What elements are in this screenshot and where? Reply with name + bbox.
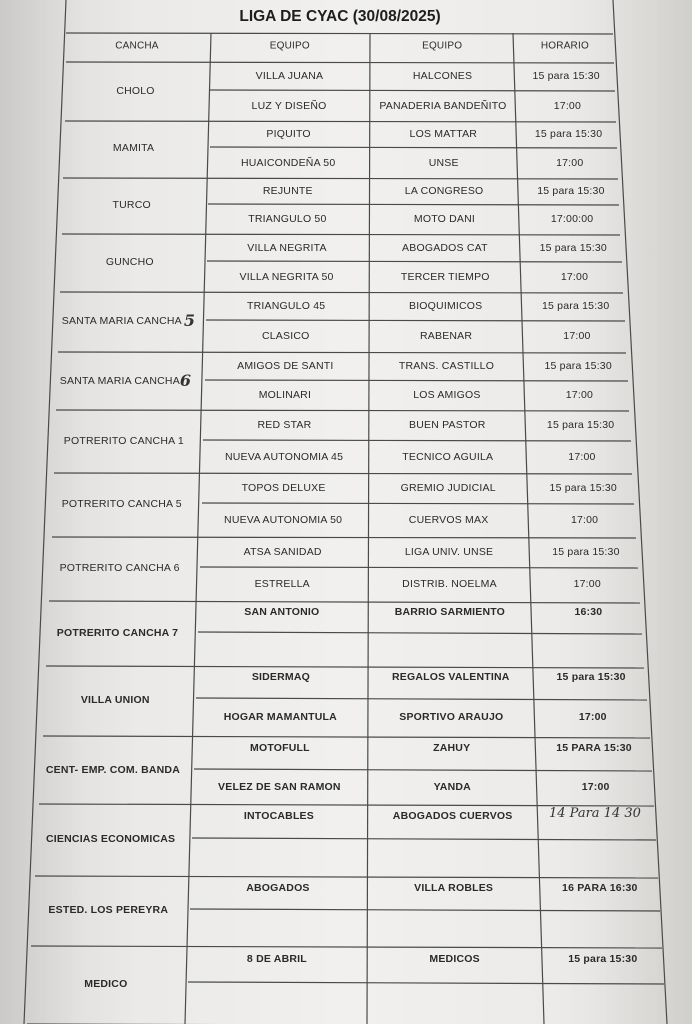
match-time: 15 para 15:30 xyxy=(552,546,620,558)
row-divider xyxy=(66,62,614,63)
team-2: RABENAR xyxy=(420,330,473,342)
cancha-name: POTRERITO CANCHA 5 xyxy=(61,498,182,510)
page-title: LIGA DE CYAC (30/08/2025) xyxy=(239,8,441,25)
team-1: SIDERMAQ xyxy=(251,671,310,683)
cancha-name: SANTA MARIA CANCHA xyxy=(61,315,182,327)
match-time: 15 para 15:30 xyxy=(532,70,600,82)
row-divider xyxy=(54,473,632,474)
team-1: TRIANGULO 45 xyxy=(247,300,326,312)
team-1: VILLA JUANA xyxy=(255,70,324,82)
team-2: DISTRIB. NOELMA xyxy=(402,578,497,590)
match-time: 15 para 15:30 xyxy=(546,419,615,431)
team-2: LIGA UNIV. UNSE xyxy=(404,546,494,558)
row-divider xyxy=(190,909,660,911)
match-time: 15 para 15:30 xyxy=(534,128,603,140)
team-1: MOLINARI xyxy=(258,389,312,401)
team-2: MOTO DANI xyxy=(413,213,476,225)
team-1: HUAICONDEÑA 50 xyxy=(240,156,336,169)
cancha-name: POTRERITO CANCHA 7 xyxy=(56,626,179,639)
row-divider xyxy=(46,666,644,668)
team-2: REGALOS VALENTINA xyxy=(391,671,510,683)
row-divider xyxy=(62,234,620,235)
row-divider xyxy=(194,769,652,771)
row-divider xyxy=(63,178,618,179)
row-divider xyxy=(203,440,631,441)
column-header: CANCHA xyxy=(115,40,159,52)
match-time: 15 para 15:30 xyxy=(556,671,626,683)
match-time: 15 para 15:30 xyxy=(549,482,617,494)
team-1: VILLA NEGRITA 50 xyxy=(239,270,334,283)
team-1: PIQUITO xyxy=(266,128,311,140)
column-header: EQUIPO xyxy=(269,40,310,52)
team-2: BARRIO SARMIENTO xyxy=(394,605,506,618)
row-divider xyxy=(60,292,623,293)
match-time: 17:00 xyxy=(570,514,599,526)
team-1: TOPOS DELUXE xyxy=(241,482,326,494)
row-divider xyxy=(200,567,638,568)
team-1: ESTRELLA xyxy=(254,578,310,590)
column-divider xyxy=(613,0,667,1024)
team-2: BIOQUIMICOS xyxy=(408,300,483,312)
team-1: CLASICO xyxy=(261,330,310,342)
row-divider xyxy=(196,698,647,700)
team-1: VILLA NEGRITA xyxy=(247,241,327,254)
match-time: 17:00:00 xyxy=(550,213,594,225)
cancha-name: ESTED. LOS PEREYRA xyxy=(48,904,169,916)
team-2: SPORTIVO ARAUJO xyxy=(399,711,504,723)
team-1: 8 DE ABRIL xyxy=(246,953,307,965)
cancha-name: VILLA UNION xyxy=(80,693,150,706)
team-1: ABOGADOS xyxy=(246,881,310,894)
row-divider xyxy=(210,90,615,91)
match-time: 16:30 xyxy=(574,605,603,618)
team-2: LOS AMIGOS xyxy=(413,389,481,401)
row-divider xyxy=(210,147,617,148)
team-2: CUERVOS MAX xyxy=(408,514,489,526)
match-time: 17:00 xyxy=(568,450,596,463)
row-divider xyxy=(192,838,656,840)
match-time: 17:00 xyxy=(581,780,610,793)
column-header: HORARIO xyxy=(540,40,589,52)
team-2: PANADERIA BANDEÑITO xyxy=(379,99,507,112)
team-2: ZAHUY xyxy=(433,741,471,754)
row-divider xyxy=(207,261,622,262)
team-2: YANDA xyxy=(433,780,471,793)
team-2: LOS MATTAR xyxy=(409,128,478,140)
team-2: ABOGADOS CAT xyxy=(402,241,488,254)
team-2: VILLA ROBLES xyxy=(414,881,494,894)
team-1: INTOCABLES xyxy=(243,810,314,822)
cancha-name: TURCO xyxy=(112,199,151,211)
handwritten-field-number: 5 xyxy=(183,311,195,330)
match-time: 17:00 xyxy=(553,99,582,112)
team-1: LUZ Y DISEÑO xyxy=(251,99,327,112)
row-divider xyxy=(66,33,613,34)
match-time: 15 para 15:30 xyxy=(537,185,605,197)
match-time: 17:00 xyxy=(565,389,594,401)
team-1: ATSA SANIDAD xyxy=(243,546,322,558)
row-divider xyxy=(206,320,625,321)
cancha-name: MEDICO xyxy=(84,977,128,990)
row-divider xyxy=(52,537,636,538)
match-time: 16 PARA 16:30 xyxy=(562,881,638,894)
cancha-name: POTRERITO CANCHA 1 xyxy=(63,434,184,447)
team-2: GREMIO JUDICIAL xyxy=(400,482,496,494)
row-divider xyxy=(205,380,628,381)
cancha-name: SANTA MARIA CANCHA xyxy=(59,374,180,387)
column-divider xyxy=(24,0,66,1024)
row-divider xyxy=(43,736,650,738)
team-2: TERCER TIEMPO xyxy=(400,270,490,283)
cancha-name: CIENCIAS ECONOMICAS xyxy=(46,833,176,845)
team-2: TECNICO AGUILA xyxy=(402,450,494,463)
team-1: REJUNTE xyxy=(262,185,313,197)
cancha-name: GUNCHO xyxy=(105,256,154,268)
team-1: MOTOFULL xyxy=(250,741,310,754)
match-time: 17:00 xyxy=(556,156,584,169)
column-divider xyxy=(185,33,211,1024)
match-time: 15 PARA 15:30 xyxy=(556,741,632,754)
row-divider xyxy=(208,204,619,205)
handwritten-match-time: 14 Para 14 30 xyxy=(549,806,641,821)
team-2: MEDICOS xyxy=(429,953,480,965)
cancha-name: MAMITA xyxy=(112,142,155,155)
match-time: 17:00 xyxy=(578,711,607,723)
row-divider xyxy=(35,876,658,878)
row-divider xyxy=(58,352,626,353)
team-2: UNSE xyxy=(428,156,459,169)
cancha-name: POTRERITO CANCHA 6 xyxy=(59,562,180,574)
match-time: 15 para 15:30 xyxy=(544,360,612,372)
row-divider xyxy=(31,946,662,948)
team-1: NUEVA AUTONOMIA 50 xyxy=(224,514,343,526)
team-1: SAN ANTONIO xyxy=(244,605,320,618)
team-1: HOGAR MAMANTULA xyxy=(223,711,337,723)
row-divider xyxy=(202,503,634,504)
match-time: 15 para 15:30 xyxy=(539,241,607,254)
match-time: 15 para 15:30 xyxy=(541,300,610,312)
column-divider xyxy=(513,33,544,1024)
column-divider xyxy=(367,33,370,1024)
handwritten-field-number: 6 xyxy=(179,370,191,390)
team-2: BUEN PASTOR xyxy=(409,419,486,431)
team-1: AMIGOS DE SANTI xyxy=(237,360,334,372)
row-divider xyxy=(65,121,616,122)
column-header: EQUIPO xyxy=(422,40,463,52)
team-2: LA CONGRESO xyxy=(404,185,484,197)
team-2: ABOGADOS CUERVOS xyxy=(392,810,513,822)
cancha-name: CHOLO xyxy=(116,84,155,97)
row-divider xyxy=(188,982,664,984)
cancha-name: CENT- EMP. COM. BANDA xyxy=(45,763,180,776)
match-time: 17:00 xyxy=(563,330,591,342)
team-2: TRANS. CASTILLO xyxy=(398,360,495,372)
row-divider xyxy=(198,632,642,634)
team-1: RED STAR xyxy=(257,419,312,431)
match-time: 15 para 15:30 xyxy=(568,953,638,965)
team-1: VELEZ DE SAN RAMON xyxy=(218,780,341,793)
row-divider xyxy=(49,601,640,603)
match-time: 17:00 xyxy=(560,270,589,283)
team-1: NUEVA AUTONOMIA 45 xyxy=(224,450,344,463)
match-time: 17:00 xyxy=(573,578,601,590)
row-divider xyxy=(56,410,629,411)
team-2: HALCONES xyxy=(412,70,473,82)
team-1: TRIANGULO 50 xyxy=(248,213,327,225)
